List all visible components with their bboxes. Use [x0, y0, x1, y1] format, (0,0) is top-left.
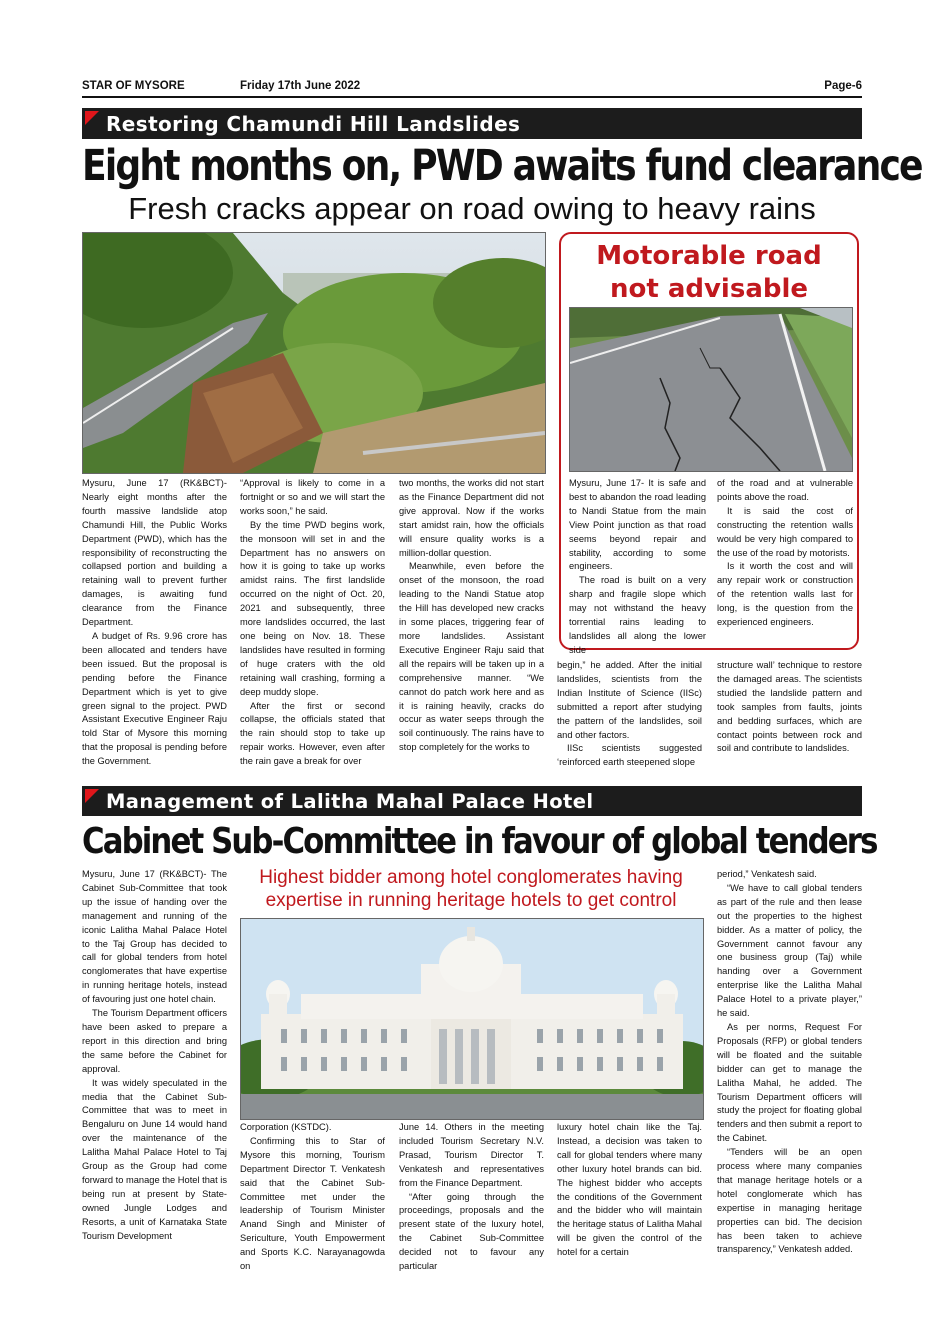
- paragraph: Is it worth the cost and will any repair work or construction of the retention walls last for long, is the question from the experienced engineers.: [717, 561, 853, 628]
- paragraph: Mysuru, June 17 (RK&BCT)- The Cabinet Sub-Committee that took up the issue of handing over the management and running of the iconic Lalitha Mahal Palace Hotel to the Taj Group has decided to call for global tenders from hotel conglomerates that have expertise in running heritage hotels, instead of favouring just one hotel chain.: [82, 869, 227, 1005]
- story2-headline: Cabinet Sub-Committee in favour of global tenders: [82, 821, 877, 862]
- paragraph: The road is built on a very sharp and fragile slope which may not withstand the heavy torrential rains leading to landslides all along the lower side: [569, 575, 706, 655]
- paragraph: As per norms, Request For Proposals (RFP) or global tenders will be floated and the suitable bidder can get to manage the Lalitha Mahal, he added. The Tourism Department officers will study the project for floating global tenders and then submit a report to the Cabinet.: [717, 1021, 862, 1144]
- paragraph: Confirming this to Star of Mysore this morning, Tourism Department Director T. Venkatesh said that the Cabinet Sub-Committee met under the leadership of Tourism Minister Anand Singh and Minister of Sericulture, Youth Empowerment and Sports K.C. Narayanagowda on: [240, 1135, 385, 1272]
- story2-column-2: [240, 1121, 385, 1274]
- story2-subhead-line2: expertise in running heritage hotels to get control: [265, 890, 677, 911]
- paragraph: “Approval is likely to come in a fortnight or so and we will start the works soon,” he said.: [240, 478, 385, 516]
- kicker-accent-icon: [85, 789, 99, 803]
- paragraph: Corporation (KSTDC).: [240, 1122, 332, 1132]
- paragraph: luxury hotel chain like the Taj. Instead, a decision was taken to call for global tenders where many other luxury hotel brands can bid. The highest bidder who accepts the conditions of the Government and the bidder who will maintain the heritage status of Lalitha Mahal will be given the control of the hotel for a certain: [557, 1122, 702, 1258]
- landslide-photo: [82, 232, 546, 474]
- story1-kicker-text: Restoring Chamundi Hill Landslides: [106, 112, 521, 136]
- cracked-road-photo: [569, 307, 853, 472]
- story1-headline: Eight months on, PWD awaits fund clearance: [82, 141, 922, 191]
- kicker-accent-icon: [85, 111, 99, 125]
- story1-column-4: [557, 659, 702, 770]
- story1-kicker: [82, 108, 862, 139]
- story1-column-2: [240, 477, 385, 769]
- story2-kicker-text: Management of Lalitha Mahal Palace Hotel: [106, 790, 594, 813]
- paragraph: two months, the works did not start as the Finance Department did not give approval. Now if the works start amidst rain, how the officials will ensure quality works is a million-dollar question.: [399, 478, 544, 558]
- story2-column-1: [82, 868, 227, 1243]
- paragraph: Mysuru, June 17 (RK&BCT)- Nearly eight months after the fourth massive landslide atop Chamundi Hill, the Public Works Department (PWD), which has the responsibility of reconstructing the collapsed portion and building a retaining wall to prevent further damages, is awaiting fund clearance from the Finance Department.: [82, 478, 227, 628]
- paragraph: begin,” he added. After the initial landslides, scientists from the Indian Institute of Science (IISc) submitted a report after studying the pattern of the landslides, soil and other factors.: [557, 660, 702, 740]
- story2-column-3: [399, 1121, 544, 1274]
- paragraph: period,” Venkatesh said.: [717, 869, 817, 879]
- story2-subhead: [240, 866, 702, 912]
- paragraph: “Tenders will be an open process where many companies that manage heritage hotels or a hotel conglomerate which has expertise in managing heritage properties can bid. The decision has been taken to achieve transparency,” Venkatesh added.: [717, 1147, 862, 1255]
- paragraph: “After going through the proceedings, proposals and the present state of the luxury hotel, the Cabinet Sub-Committee decided not to favour any particular: [399, 1191, 544, 1272]
- sidebar-column-2: [717, 477, 853, 630]
- story1-column-5: [717, 659, 862, 756]
- sidebar-box: [559, 232, 859, 655]
- paragraph: June 14. Others in the meeting included Tourism Secretary N.V. Prasad, Tourism Director T. Venkatesh and representatives from the Finance Department.: [399, 1122, 544, 1188]
- publication-name: STAR OF MYSORE: [82, 80, 185, 92]
- story1-column-3: [399, 477, 544, 755]
- paragraph: “We have to call global tenders as part of the rule and then lease out the properties to the highest bidder. As a matter of policy, the Government cannot favour any one business group (Taj) while handing over a Government enterprise like the Lalitha Mahal Palace Hotel to a private player,” he said.: [717, 882, 862, 1019]
- issue-date: Friday 17th June 2022: [240, 80, 361, 92]
- landslide-image: [83, 233, 545, 473]
- paragraph: of the road and at vulnerable points above the road.: [717, 478, 853, 502]
- paragraph: By the time PWD begins work, the monsoon will set in and the Department has no answers on how it is going to take up works amidst rains. The first landslide occurred on the night of Oct. 20, 2021 and subsequently, three more landslides occurred, the last one being on Nov. 18. These landslides have resulted in forming of huge craters with the old retaining wall crashing, forming a deep muddy slope.: [240, 519, 385, 697]
- palace-photo: [240, 918, 704, 1120]
- header-rule: [82, 96, 862, 98]
- paragraph: A budget of Rs. 9.96 crore has been allocated and tenders have been issued. But the proposal is pending before the Finance Department which is yet to give green signal to the project. PWD Assistant Executive Engineer Raju told Star of Mysore this morning that the proposal is pending before the Government.: [82, 630, 227, 767]
- sidebar-column-1: [569, 477, 706, 658]
- paragraph: Meanwhile, even before the onset of the monsoon, the road leading to the Nandi Statue atop the Hill has developed new cracks in some places, triggering fear of more landslides. Assistant Executive Engineer Raju said that all the repairs will be taken up in a comprehensive manner. “We cannot do patch work here and as it is raining heavily, cracks do occur as water seeps through the soil continuously. The rains have to stop completely for the works to: [399, 561, 544, 753]
- story1-subhead: Fresh cracks appear on road owing to heavy rains: [128, 191, 816, 226]
- story2-column-4: [557, 1121, 702, 1260]
- paragraph: After the first or second collapse, the officials stated that the rain should stop to take up repair works. However, even after the rain gave a break for over: [240, 700, 385, 767]
- paragraph: The Tourism Department officers have been asked to prepare a report in this direction and bring the same before the Cabinet for approval.: [82, 1008, 227, 1074]
- palace-image: [241, 919, 703, 1119]
- story2-kicker: [82, 786, 862, 816]
- story2-subhead-line1: Highest bidder among hotel conglomerates having: [259, 867, 683, 888]
- paragraph: structure wall’ technique to restore the damaged areas. The scientists studied the landslide pattern and took samples from faults, joints and bedding surfaces, which are contact points between rock and soil and contribute to landslides.: [717, 660, 862, 754]
- story1-column-1: [82, 477, 227, 769]
- paragraph: It is said the cost of constructing the retention walls would be very high compared to the use of the road by motorists.: [717, 505, 853, 558]
- sidebar-title-line2: not advisable: [609, 274, 809, 304]
- sidebar-title: [561, 240, 857, 306]
- paragraph: Mysuru, June 17- It is safe and best to abandon the road leading to Nandi Statue from the main View Point junction as that road seems beyond repair and stability, according to some engineers.: [569, 478, 706, 572]
- story2-column-5: [717, 868, 862, 1257]
- page-number: Page-6: [824, 80, 862, 92]
- sidebar-title-line1: Motorable road: [596, 241, 822, 271]
- paragraph: It was widely speculated in the media that the Cabinet Sub-Committee that was to meet in Bengaluru on June 14 would hand over the maintenance of the Lalitha Mahal Palace Hotel to Taj Group as the Group had come forward to manage the Hotel that is being run at present by State-owned Jungle Lodges and Resorts, a unit of Karnataka State Tourism Development: [82, 1077, 227, 1241]
- cracked-road-image: [570, 308, 852, 471]
- paragraph: IISc scientists suggested ‘reinforced earth steepened slope: [557, 743, 702, 768]
